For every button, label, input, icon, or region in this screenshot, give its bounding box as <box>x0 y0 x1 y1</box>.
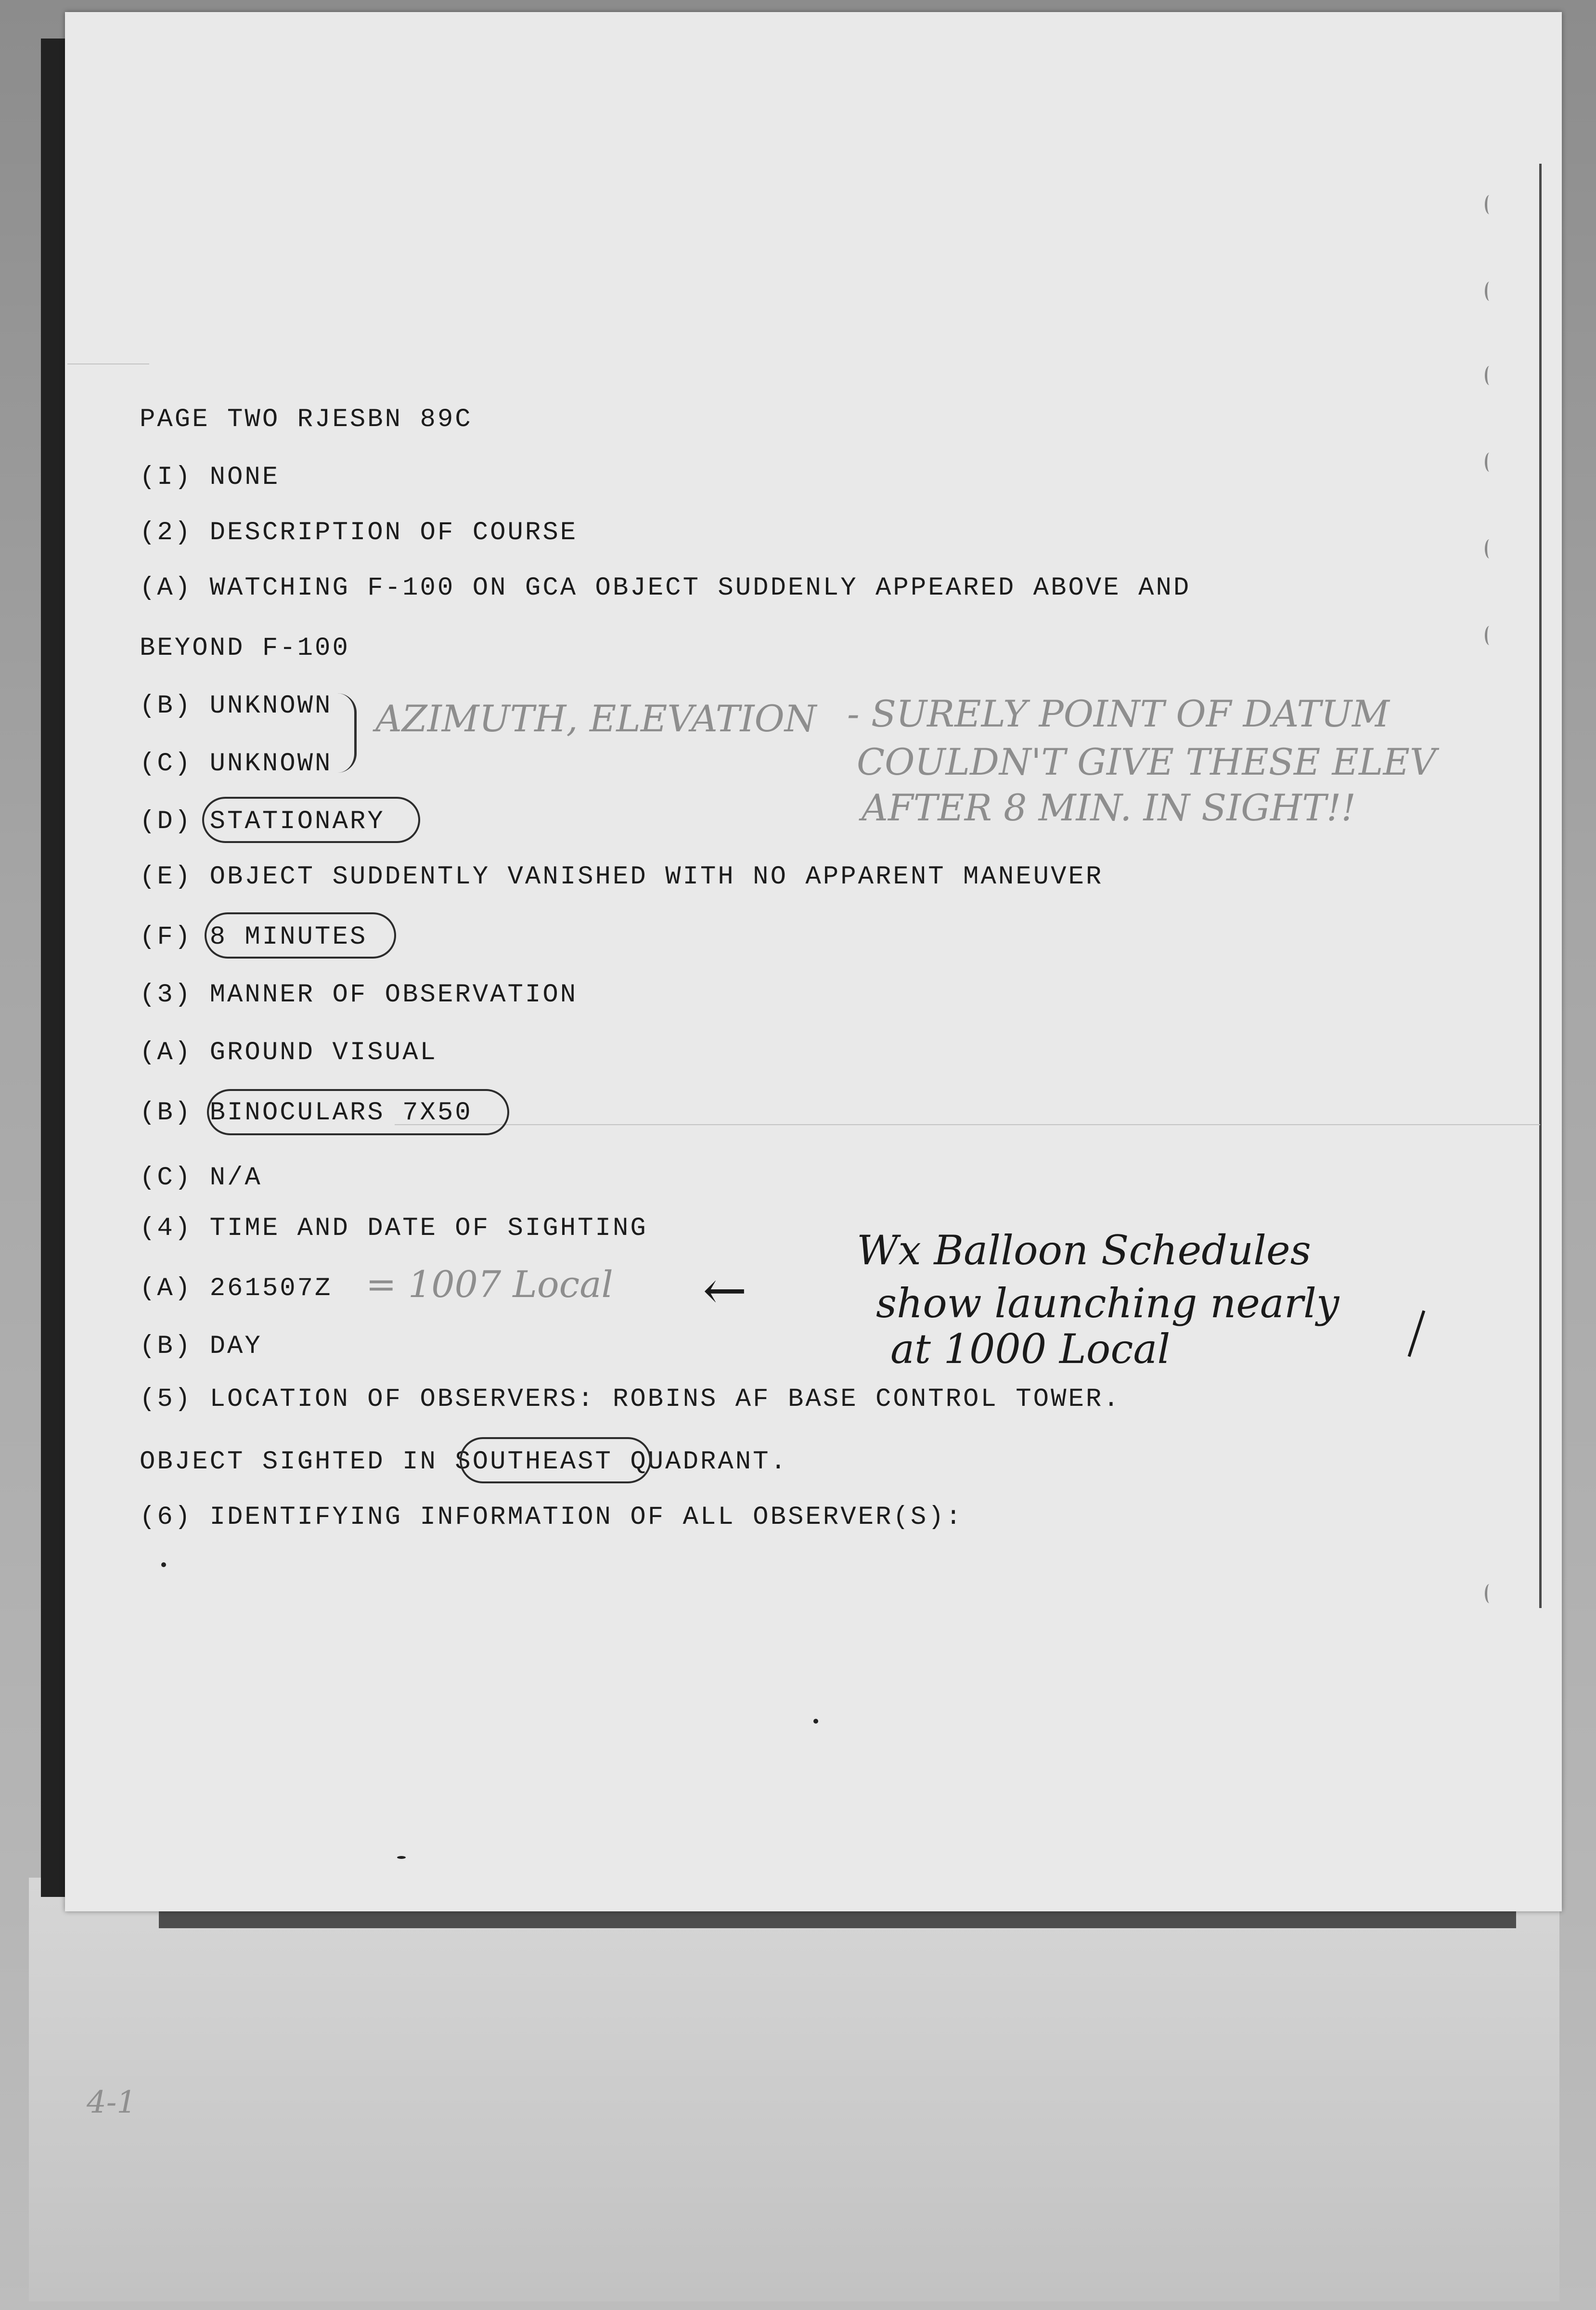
underlying-sheet <box>29 1878 1559 2301</box>
item-4-heading: (4) TIME AND DATE OF SIGHTING <box>140 1214 648 1243</box>
margin-tick <box>1485 195 1494 214</box>
margin-tick <box>1485 539 1494 558</box>
circle-8-minutes <box>205 912 396 959</box>
fold-line <box>395 1124 1540 1125</box>
faint-note-line-2: COULDN'T GIVE THESE ELEV <box>857 740 1436 783</box>
item-3a: (A) GROUND VISUAL <box>140 1038 438 1067</box>
item-2c: (C) UNKNOWN <box>140 749 333 779</box>
ink-note-line-3: at 1000 Local <box>890 1325 1171 1373</box>
item-3-heading: (3) MANNER OF OBSERVATION <box>140 980 578 1010</box>
item-2a-cont: BEYOND F-100 <box>140 634 350 663</box>
handwritten-bracket <box>337 693 357 773</box>
faint-note-line-1: - SURELY POINT OF DATUM <box>847 692 1390 735</box>
item-3b: (B) BINOCULARS 7X50 <box>140 1098 473 1128</box>
circle-binoculars <box>207 1089 509 1135</box>
item-2d: (D) STATIONARY <box>140 807 385 836</box>
item-2e: (E) OBJECT SUDDENTLY VANISHED WITH NO APPARENT MANEUVER <box>140 862 1104 892</box>
item-1: (I) NONE <box>140 463 280 492</box>
circle-stationary <box>202 797 420 843</box>
page-header: PAGE TWO RJESBN 89C <box>140 405 473 434</box>
scan-mark <box>67 363 149 364</box>
stray-dot <box>813 1719 818 1724</box>
item-4b: (B) DAY <box>140 1332 262 1361</box>
faint-bracket-note: AZIMUTH, ELEVATION <box>375 697 817 740</box>
circle-southeast <box>460 1437 651 1483</box>
margin-tick <box>1485 626 1494 645</box>
arrow-icon: ← <box>703 1259 747 1321</box>
item-4a: (A) 261507Z <box>140 1274 333 1303</box>
ink-note-line-1: Wx Balloon Schedules <box>857 1227 1311 1274</box>
item-5: (5) LOCATION OF OBSERVERS: ROBINS AF BASE CONTROL TOWER. <box>140 1385 1121 1414</box>
stray-dot <box>397 1856 406 1859</box>
right-margin-rule <box>1539 164 1542 1608</box>
faint-note-line-3: AFTER 8 MIN. IN SIGHT!! <box>862 786 1356 829</box>
margin-tick <box>1485 282 1494 301</box>
item-2a: (A) WATCHING F-100 ON GCA OBJECT SUDDENLY APPEARED ABOVE AND <box>140 573 1191 603</box>
item-2-heading: (2) DESCRIPTION OF COURSE <box>140 518 578 547</box>
faint-time-note: = 1007 Local <box>366 1263 613 1306</box>
document-page <box>65 12 1562 1911</box>
margin-tick <box>1485 453 1494 472</box>
ink-note-line-2: show launching nearly <box>876 1280 1339 1327</box>
item-3c: (C) N/A <box>140 1163 262 1193</box>
margin-tick <box>1485 366 1494 385</box>
lower-margin-scribble: 4-1 <box>87 2085 137 2120</box>
item-6: (6) IDENTIFYING INFORMATION OF ALL OBSERVER(S): <box>140 1503 964 1532</box>
stray-dot <box>161 1562 166 1567</box>
item-2f: (F) 8 MINUTES <box>140 922 368 952</box>
item-5-cont: OBJECT SIGHTED IN SOUTHEAST QUADRANT. <box>140 1447 788 1477</box>
item-2b: (B) UNKNOWN <box>140 691 333 721</box>
margin-tick <box>1485 1584 1494 1603</box>
